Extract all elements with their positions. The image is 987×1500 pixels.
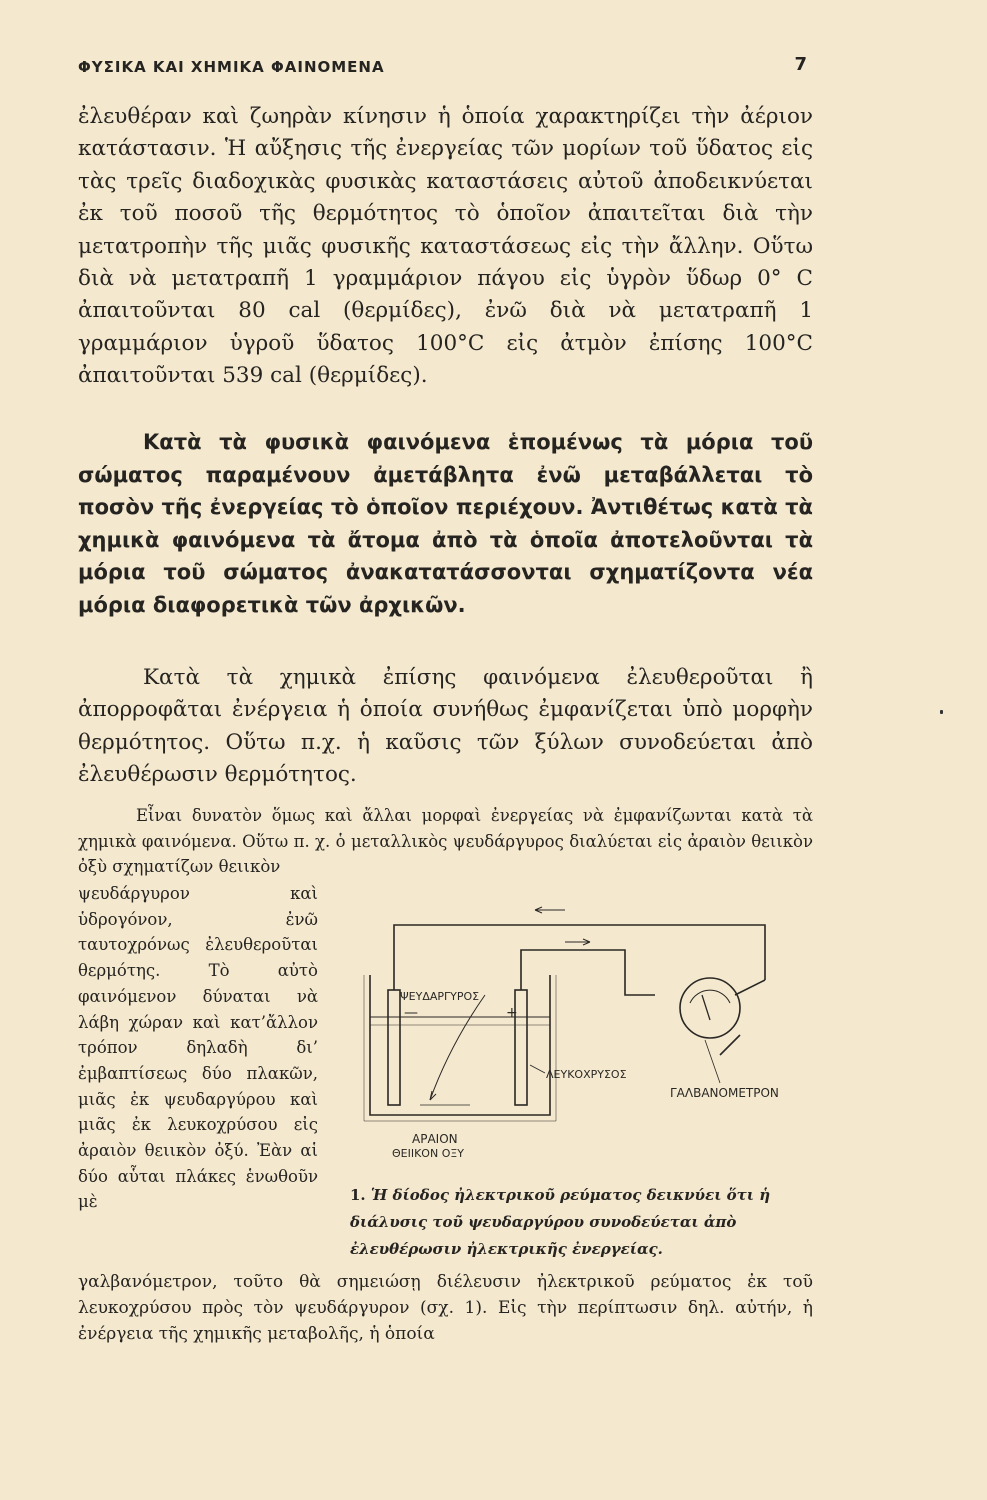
label-acid-2: ΘΕΙΙΚΟΝ ΟΞΥ: [392, 1147, 465, 1160]
label-zinc: ΨΕΥΔΑΡΓΥΡΟΣ: [400, 990, 480, 1003]
minus-sign: —: [404, 1005, 418, 1021]
paragraph-1: ἐλευθέραν καὶ ζωηρὰν κίνησιν ἡ ὁποία χαρακτηρίζει τὴν ἀέριον κατάστασιν. Ἡ αὔξησις τῆς ἐνεργείας τῶν μορίων τοῦ ὕδατος εἰς τὰς τρεῖς διαδοχικὰς φυσικὰς καταστάσεις αὐτοῦ ἀποδεικνύεται ἐκ τοῦ ποσοῦ τῆς θερμότητος τὸ ὁποῖον ἀπαιτεῖται διὰ τὴν μετατροπὴν τῆς μιᾶς φυσικῆς καταστάσεως εἰς τὴν ἄλλην. Οὕτω διὰ νὰ μετατραπῆ 1 γραμμάριον πάγου εἰς ὑγρὸν ὕδωρ 0° C ἀπαιτοῦνται 80 cal (θερμίδες), ἐνῶ διὰ νὰ μετατραπῆ 1 γραμμάριον ὑγροῦ ὕδατος 100°C εἰς ἀτμὸν ἐπίσης 100°C ἀπαιτοῦνται 539 cal (θερμίδες).: [78, 104, 813, 389]
paragraph-5: γαλβανόμετρον, τοῦτο θὰ σημειώσῃ διέλευσιν ἠλεκτρικοῦ ρεύματος ἐκ τοῦ λευκοχρύσου πρὸς τὸν ψευδάργυρον (σχ. 1). Εἰς τὴν περίπτωσιν δηλ. αὐτήν, ἡ ἐνέργεια τῆς χημικῆς μεταβολῆς, ἡ ὁποία: [78, 1272, 813, 1344]
galvanic-cell-diagram: [350, 895, 830, 1195]
label-galvanometer: ΓΑΛΒΑΝΟΜΕΤΡΟΝ: [670, 1086, 779, 1100]
label-platinum: ΛΕΥΚΟΧΡΥΣΟΣ: [546, 1068, 627, 1081]
current-arrow-inside: [430, 995, 485, 1100]
paragraph-3: Κατὰ τὰ χημικὰ ἐπίσης φαινόμενα ἐλευθεροῦται ἢ ἀπορροφᾶται ἐνέργεια ἡ ὁποία συνήθως ἐμφανίζεται ὑπὸ μορφὴν θερμότητος. Οὕτω π.χ. ἡ καῦσις τῶν ξύλων συνοδεύεται ἀπὸ ἐλευθέρωσιν θερμότητος.: [78, 665, 813, 788]
label-acid-1: ΑΡΑΙΟΝ: [412, 1132, 458, 1146]
paragraph-4-top: Εἶναι δυνατὸν ὅμως καὶ ἄλλαι μορφαὶ ἐνεργείας νὰ ἐμφανίζωνται κατὰ τὰ χημικὰ φαινόμενα. Οὕτω π. χ. ὁ μεταλλικὸς ψευδάργυρος διαλύεται εἰς ἀραιὸν θειικὸν ὀξὺ σχηματίζων θειικὸν: [78, 806, 813, 877]
galvanometer-dial: [680, 978, 740, 1038]
paragraph-2-bold: Κατὰ τὰ φυσικὰ φαινόμενα ἑπομένως τὰ μόρια τοῦ σώματος παραμένουν ἀμετάβλητα ἐνῶ μεταβάλλεται τὸ ποσὸν τῆς ἐνεργείας τὸ ὁποῖον περιέχουν. Ἀντιθέτως κατὰ τὰ χημικὰ φαινόμενα τὰ ἄτομα ἀπὸ τὰ ὁποῖα ἀποτελοῦνται τὰ μόρια τοῦ σώματος ἀνακατατάσσονται σχηματίζοντα νέα μόρια διαφορετικὰ τῶν ἀρχικῶν.: [78, 430, 813, 617]
running-title: ΦΥΣΙΚΑ ΚΑΙ ΧΗΜΙΚΑ ΦΑΙΝΟΜΕΝΑ: [78, 58, 385, 76]
outer-wire: [394, 925, 765, 990]
inner-wire: [521, 950, 655, 995]
paragraph-4-wrap: ψευδάργυρον καὶ ὑδρογόνον, ἐνῶ ταυτοχρόνως ἐλευθεροῦται θερμότης. Τὸ αὐτὸ φαινόμενον δύναται νὰ λάβη χώραν καὶ κατ’ἄλλον τρόπον δηλαδὴ δι’ ἐμβαπτίσεως δύο πλακῶν, μιᾶς ἐκ ψευδαργύρου καὶ μιᾶς ἐκ λευκοχρύσου εἰς ἀραιὸν θειικὸν ὀξύ. Ἐὰν αἱ δύο αὗται πλάκες ἑνωθοῦν μὲ: [78, 884, 318, 1212]
galvanometer-needle: [702, 995, 710, 1020]
page-number: 7: [794, 54, 808, 75]
page-header: [78, 52, 808, 82]
caption-number: 1.: [350, 1186, 366, 1204]
plus-sign: +: [506, 1005, 518, 1021]
caption-text: Ἡ δίοδος ἠλεκτρικοῦ ρεύματος δεικνύει ὅτι ἡ διάλυσις τοῦ ψευδαργύρου συνοδεύεται ἀπὸ ἐλευθέρωσιν ἠλεκτρικῆς ἐνεργείας.: [350, 1186, 771, 1258]
zinc-plate: [388, 990, 400, 1105]
paper-speck: [940, 710, 943, 714]
figure-caption: [350, 1182, 818, 1263]
figure-galvanic-cell: [350, 895, 830, 1195]
